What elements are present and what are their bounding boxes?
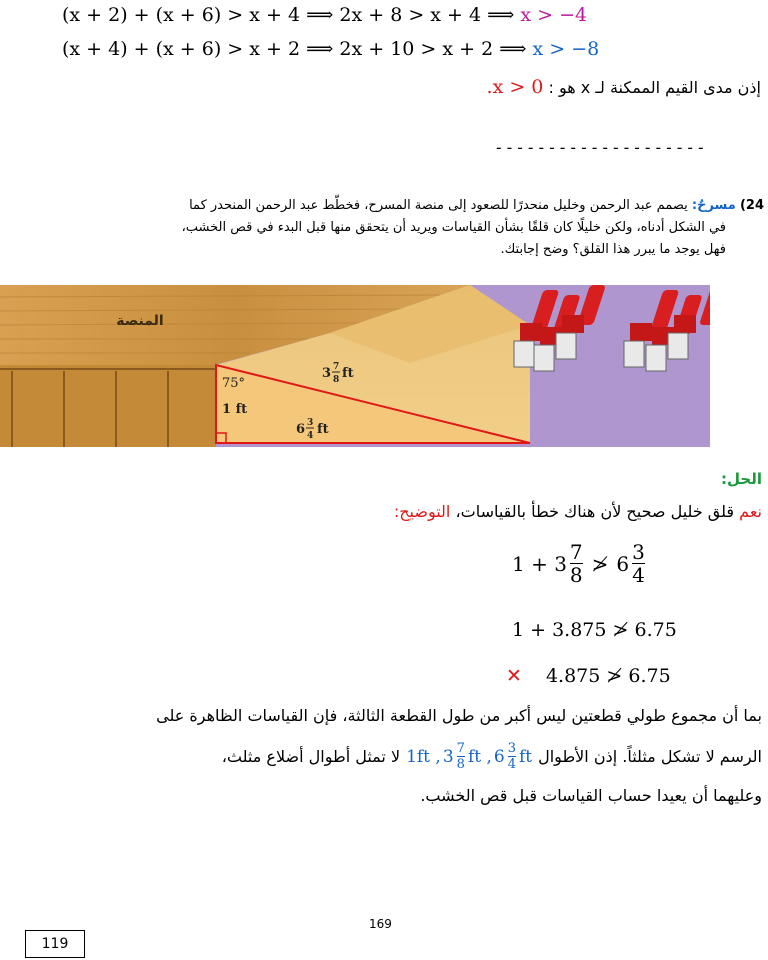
solution-heading: الحل:: [721, 470, 762, 488]
inequality-2-lhs: (x + 4) + (x + 6) > x + 2: [62, 38, 301, 60]
svg-text:8: 8: [333, 375, 340, 385]
inequality-1: [62, 4, 587, 26]
check-step-3: ✕ 4.875 ≯ 6.75: [506, 665, 671, 687]
check-step-1: 1 + 3 $\frac{7}{8}$ ≯ 6 $\frac{3}{4}$: [512, 540, 645, 587]
explain-label: التوضيح:: [393, 502, 451, 521]
cross-mark-icon: ✕: [506, 665, 522, 687]
check-step-2: 1 + 3.875 ≯ 6.75: [512, 619, 677, 641]
stage-label: المنصة: [116, 313, 164, 329]
side-a-label: 1 ft: [222, 402, 248, 417]
range-statement: إذن مدى القيم الممكنة لـ x هو : x > 0.: [486, 76, 761, 98]
conclusion-line-1: بما أن مجموع طولي قطعتين ليس أكبر من طول القطعة الثالثة، فإن القياسات الظاهرة على: [156, 706, 762, 725]
solution-answer: [394, 502, 762, 521]
page-number: 169: [369, 917, 392, 931]
inequality-2-result: x > −8: [532, 38, 600, 60]
conclusion-line-3: وعليهما أن يعيدا حساب القياسات قبل قص الخشب.: [420, 786, 762, 805]
inequality-2: [62, 38, 599, 60]
answer-yes: نعم: [739, 502, 762, 521]
inequality-2-steps: ⟹ 2x + 10 > x + 2 ⟹: [306, 38, 527, 60]
inequality-1-steps: ⟹ 2x + 8 > x + 4 ⟹: [306, 4, 515, 26]
problem-text-1: يصمم عبد الرحمن وخليل منحدرًا للصعود إلى منصة المسرح، فخطّط عبد الرحمن المنحدر كما: [189, 198, 688, 213]
range-text: إذن مدى القيم الممكنة لـ x هو :: [548, 78, 761, 97]
stage-ramp-figure: [0, 285, 710, 447]
problem-keyword: مسرحٌ:: [691, 198, 736, 213]
problem-line-2: في الشكل أدناه، ولكن خليلًا كان قلقًا بشأن القياسات ويريد أن يتحقق منها قبل البدء في قص الخشب،: [181, 220, 726, 235]
svg-text:6: 6: [296, 422, 306, 437]
angle-label: 75°: [222, 376, 246, 391]
svg-text:7: 7: [333, 362, 340, 372]
stage-front: [0, 365, 216, 447]
inequality-1-lhs: (x + 2) + (x + 6) > x + 4: [62, 4, 301, 26]
separator: --------------------: [494, 138, 707, 157]
side-lengths: 1ft , 3 $\frac{7}{8}$ ft , 6 $\frac{3}{4}$ ft: [406, 741, 533, 772]
conclusion-line-2: الرسم لا تشكل مثلثاً. إذن الأطوال 1ft , 3 $\frac{7}{8}$ ft , 6 $\frac{3}{4}$ ft لا تمثل أطوال أضلاع مثلث،: [221, 741, 762, 772]
svg-text:3: 3: [307, 418, 314, 428]
svg-text:ft: ft: [317, 422, 329, 437]
range-result: x > 0: [492, 76, 544, 98]
answer-text: قلق خليل صحيح لأن هناك خطأ بالقياسات،: [455, 502, 735, 521]
problem-line-3: فهل يوجد ما يبرر هذا القلق؟ وضح إجابتك.: [500, 242, 726, 257]
svg-text:ft: ft: [342, 366, 354, 381]
page-box-number: 119: [25, 930, 85, 958]
svg-text:3: 3: [322, 366, 332, 381]
problem-number: 24): [739, 198, 764, 213]
svg-text:4: 4: [307, 431, 314, 441]
problem-line-1: [189, 198, 764, 213]
inequality-1-result: x > −4: [520, 4, 588, 26]
